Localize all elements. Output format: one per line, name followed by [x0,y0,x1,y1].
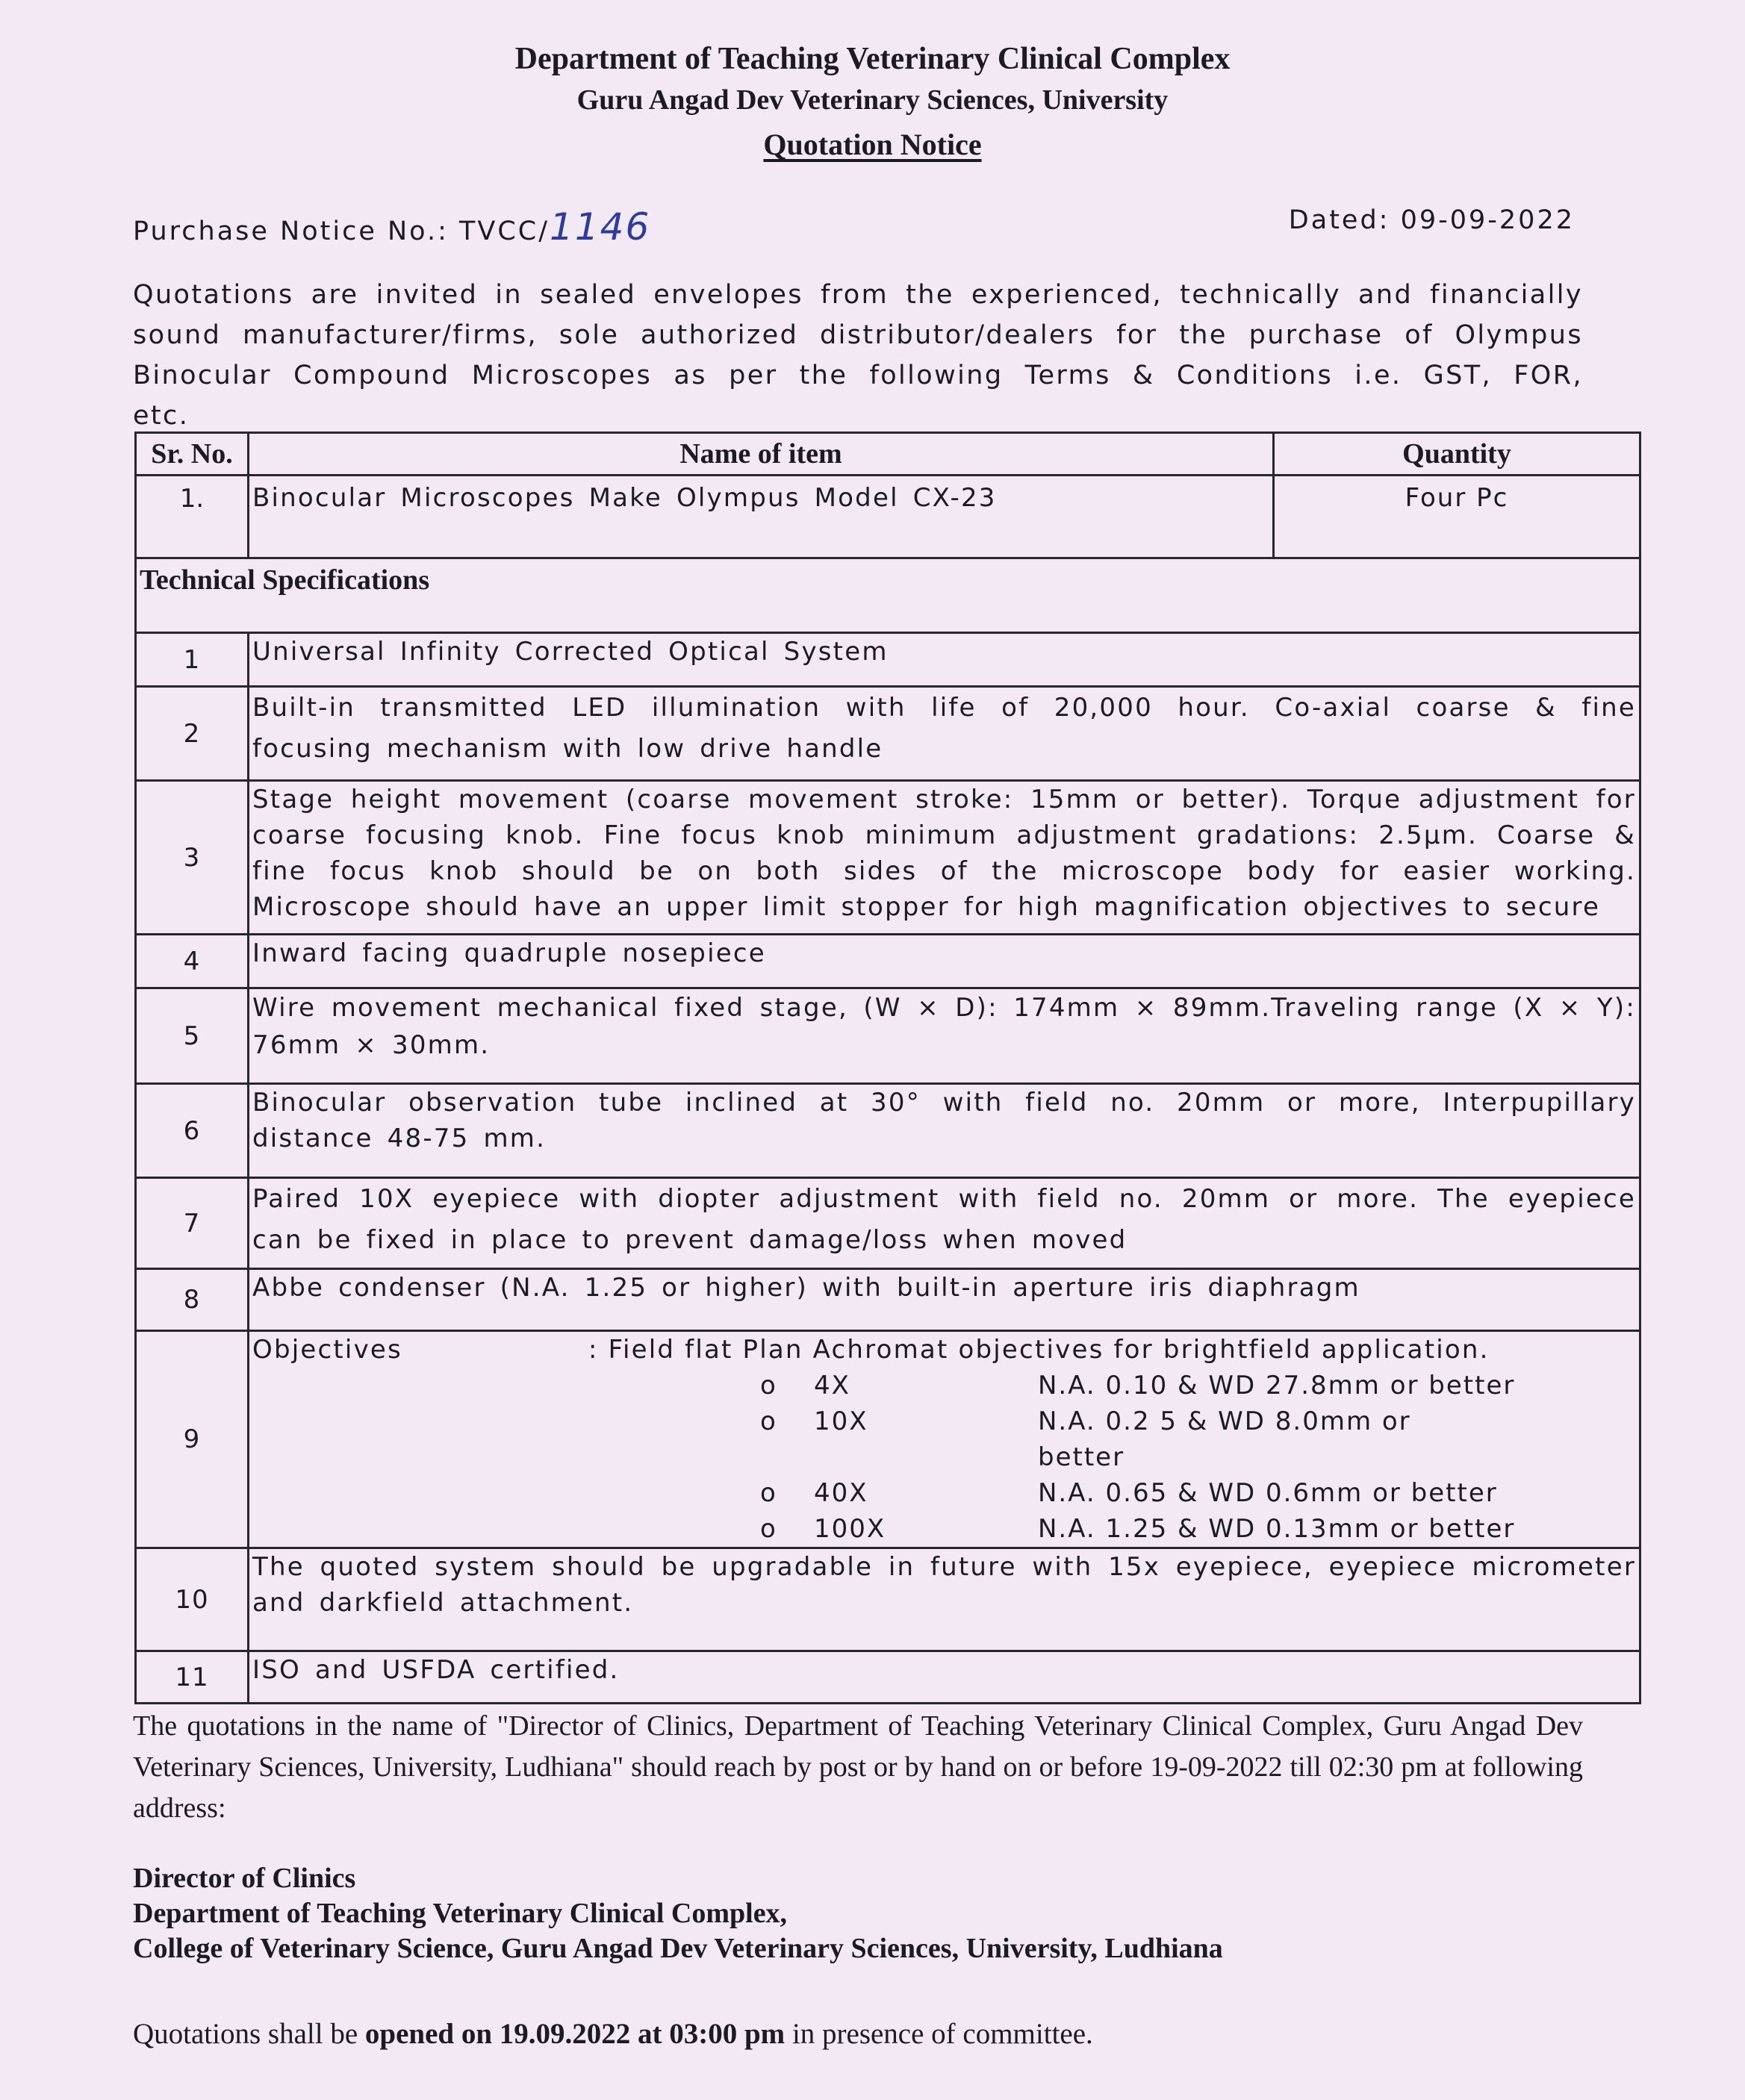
item-name: Binocular Microscopes Make Olympus Model CX-23 [249,476,1274,558]
address-line: Department of Teaching Veterinary Clinical Complex, [133,1898,788,1929]
table-row [136,1084,1640,1178]
table-row [136,1269,1640,1331]
objectives-row [136,1331,1640,1548]
objectives-cell [249,1331,1640,1548]
closing-text-pre: Quotations shall be [133,2018,365,2050]
intro-paragraph: Quotations are invited in sealed envelopes from the experienced, technically and financially sound manufacturer/firms, sole authorized distributor/dealers for the purchase of Olympus Binocular Compound Microscopes as per the following Terms & Conditions i.e. GST, FOR, etc. [133,280,1583,431]
specification-table [134,431,1641,1704]
spec-number: 11 [136,1651,249,1704]
spec-number: 6 [136,1084,249,1178]
objective-specification: N.A. 0.10 & WD 27.8mm or better [1038,1371,1516,1400]
table-row [136,1178,1640,1269]
spec-number: 1 [136,633,249,687]
spec-text: Wire movement mechanical fixed stage, (W × D): 174mm × 89mm.Traveling range (X × Y): 76mm × 30mm. [249,988,1640,1084]
header-sr-no: Sr. No. [136,433,249,476]
spec-number: 9 [136,1331,249,1548]
table-row [136,1548,1640,1651]
table-header-row [136,433,1640,476]
address-line: College of Veterinary Science, Guru Angad Dev Veterinary Sciences, University, Ludhiana [133,1933,1223,1964]
objective-magnification: 40X [814,1478,868,1508]
spec-number: 2 [136,687,249,781]
header-quantity: Quantity [1274,433,1640,476]
technical-specifications-heading: Technical Specifications [136,558,1640,633]
address-line: Director of Clinics [133,1863,356,1894]
document-title: Quotation Notice [763,128,982,161]
spec-number: 3 [136,781,249,935]
objectives-description: : Field flat Plan Achromat objectives for brightfield application. [588,1335,1490,1365]
table-row [136,988,1640,1084]
submission-paragraph: The quotations in the name of "Director of Clinics, Department of Teaching Veterinary Clinical Complex, Guru Angad Dev Veterinary Sciences, University, Ludhiana" should reach by post or by hand on or before 19-09-2022 till 02:30 pm at following address: [133,1710,1583,1824]
item-quantity: Four Pc [1274,476,1640,558]
spec-text: Stage height movement (coarse movement stroke: 15mm or better). Torque adjustment for coarse focusing knob. Fine focus knob minimum adjustment gradations: 2.5µm. Coarse & fine focus knob should be on both sides of the microscope body for easier working. Microscope should have an upper limit stopper for high magnification objectives to secure [249,781,1640,935]
objective-specification: N.A. 0.65 & WD 0.6mm or better [1038,1478,1498,1508]
spec-number: 10 [136,1548,249,1651]
item-row [136,476,1640,558]
list-item [252,1511,1636,1547]
spec-text: Inward facing quadruple nosepiece [249,935,1640,988]
objective-magnification: 4X [814,1371,850,1400]
objective-magnification: 100X [814,1514,886,1544]
spec-text: Paired 10X eyepiece with diopter adjustment with field no. 20mm or more. The eyepiece can be fixed in place to prevent damage/loss when moved [249,1178,1640,1269]
notice-number-label: Purchase Notice No.: TVCC/ [133,216,550,246]
bullet-icon: o [760,1478,777,1508]
objective-magnification: 10X [814,1406,868,1436]
spec-number: 8 [136,1269,249,1331]
table-row [136,935,1640,988]
table-row [136,1651,1640,1704]
notice-date: Dated: 09-09-2022 [1288,205,1575,235]
bullet-icon: o [760,1406,777,1436]
spec-text: Binocular observation tube inclined at 30° with field no. 20mm or more, Interpupillary distance 48-75 mm. [249,1084,1640,1178]
handwritten-number: 1146 [550,205,651,249]
header-name-of-item: Name of item [249,433,1274,476]
table-row [136,781,1640,935]
objectives-label: Objectives [252,1335,402,1365]
bullet-icon: o [760,1514,777,1544]
spec-text: ISO and USFDA certified. [249,1651,1640,1704]
spec-text: Universal Infinity Corrected Optical System [249,633,1640,687]
closing-statement [133,2017,1093,2051]
spec-number: 4 [136,935,249,988]
list-item [252,1475,1636,1511]
item-sr: 1. [136,476,249,558]
objective-specification: N.A. 1.25 & WD 0.13mm or better [1038,1514,1516,1544]
university-heading: Guru Angad Dev Veterinary Sciences, University [576,84,1169,116]
list-item [252,1368,1636,1403]
closing-text-post: in presence of committee. [785,2018,1093,2050]
department-heading: Department of Teaching Veterinary Clinical Complex [514,42,1231,76]
spec-heading-row [136,558,1640,633]
spec-text: Abbe condenser (N.A. 1.25 or higher) with built-in aperture iris diaphragm [249,1269,1640,1331]
objectives-heading [252,1332,1636,1368]
purchase-notice-number [133,205,650,249]
table-row [136,687,1640,781]
list-item [252,1403,1636,1475]
table-row [136,633,1640,687]
spec-number: 7 [136,1178,249,1269]
opening-date-time: opened on 19.09.2022 at 03:00 pm [364,2018,786,2050]
spec-number: 5 [136,988,249,1084]
bullet-icon: o [760,1371,777,1400]
objective-specification: N.A. 0.2 5 & WD 8.0mm or better [1038,1406,1411,1472]
address-block [133,1861,1223,1966]
spec-text: Built-in transmitted LED illumination with life of 20,000 hour. Co-axial coarse & fine focusing mechanism with low drive handle [249,687,1640,781]
spec-text: The quoted system should be upgradable in future with 15x eyepiece, eyepiece micrometer and darkfield attachment. [249,1548,1640,1651]
